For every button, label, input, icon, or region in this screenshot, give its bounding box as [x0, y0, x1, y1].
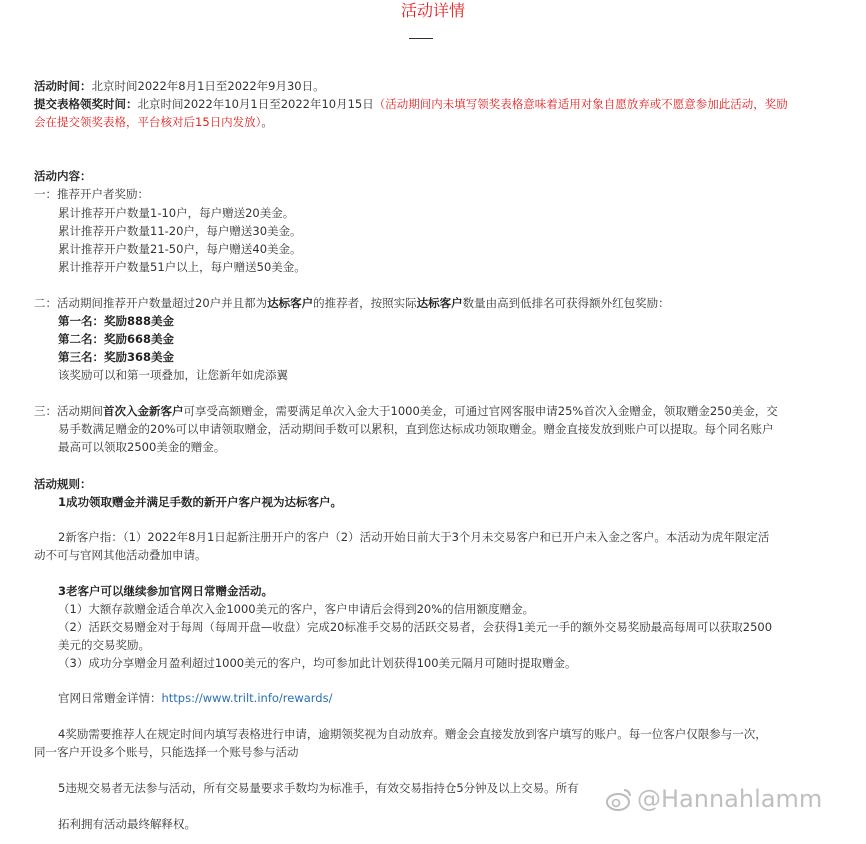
section3-text: 可享受高额赠金，需要满足单次入金大于1000美金，可通过官网客服申请25%首次入金赠金，领取赠金250美金，交	[183, 404, 778, 418]
rank-second: 第二名：奖励668美金	[58, 332, 175, 346]
official-rewards-link[interactable]: https://www.trilt.info/rewards/	[161, 691, 333, 705]
content-heading: 活动内容：	[34, 169, 92, 183]
section2-title	[34, 296, 670, 310]
official-rewards-line	[58, 691, 332, 705]
rule-3-item: （1）大额存款赠金适合单次入金1000美元的客户，客户申请后会得到20%的信用额度赠金。	[58, 602, 535, 616]
section1-title: 一：推荐开户者奖励：	[34, 187, 149, 201]
section3-text: 三：活动期间	[34, 404, 103, 418]
activity-time-label: 活动时间：	[34, 79, 92, 93]
section1-line: 累计推荐开户数量51户以上，每户赠送50美金。	[58, 260, 306, 274]
section1-line: 累计推荐开户数量11-20户，每户赠送30美金。	[58, 224, 302, 238]
section1-line: 累计推荐开户数量21-50户，每户赠送40美金。	[58, 242, 302, 256]
page-title: 活动详情	[400, 1, 465, 20]
final-statement: 拓利拥有活动最终解释权。	[58, 817, 196, 831]
form-time-note: （活动期间内未填写领奖表格意味着适用对象自愿放弃或不愿意参加此活动，奖励	[373, 97, 788, 111]
rule-3-item: （2）活跃交易赠金对于每周（每周开盘—收盘）完成20标准手交易的活跃交易者，会获得1美元一手的额外交易奖励最高每周可以获取2500	[58, 620, 773, 634]
form-time-line-2	[34, 115, 273, 129]
section1-line: 累计推荐开户数量1-10户，每户赠送20美金。	[58, 206, 295, 220]
section3-line-2: 易手数满足赠金的20%可以申请领取赠金，活动期间手数可以累积，直到您达标成功领取赠金。赠金直接发放到账户可以提取。每个同名账户	[58, 422, 774, 436]
section3-bold: 首次入金新客户	[103, 404, 184, 418]
activity-time-line	[34, 79, 325, 93]
rule-3-title: 3老客户可以继续参加官网日常赠金活动。	[58, 584, 273, 598]
weibo-icon	[605, 785, 633, 813]
rule-4-line-1: 4奖励需要推荐人在规定时间内填写表格进行申请，逾期领奖视为自动放弃。赠金会直接发放到客户填写的账户。每一位客户仅限参与一次，	[58, 727, 767, 741]
official-rewards-label: 官网日常赠金详情：	[58, 691, 162, 705]
form-time-note-2: 会在提交领奖表格，平台核对后15日内发放）	[34, 115, 262, 129]
form-time-label: 提交表格领奖时间：	[34, 97, 138, 111]
section2-text: 的推荐者，按照实际	[313, 296, 417, 310]
rule-3-item: （3）成功分享赠金月盈利超过1000美元的客户，均可参加此计划获得100美元隔月可随时提取赠金。	[58, 656, 577, 670]
form-time-line	[34, 97, 788, 111]
rule-1: 1成功领取赠金并满足手数的新开户客户视为达标客户。	[58, 495, 342, 509]
rules-heading: 活动规则：	[34, 477, 92, 491]
section2-text: 数量由高到低排名可获得额外红包奖励：	[462, 296, 670, 310]
form-time-value: 北京时间2022年10月1日至2022年10月15日	[137, 97, 374, 111]
rule-3-item: 美元的交易奖励。	[58, 638, 150, 652]
section2-text: 二：活动期间推荐开户数量超过20户并且都为	[34, 296, 268, 310]
rule-5: 5违规交易者无法参与活动，所有交易量要求手数均为标准手，有效交易指持仓5分钟及以上交易。所有	[58, 781, 579, 795]
section2-bold: 达标客户	[416, 296, 463, 310]
section2-bold: 达标客户	[267, 296, 314, 310]
watermark-text: @Hannahlamm	[637, 785, 823, 813]
title-underline	[409, 38, 433, 39]
rule-4-line-2: 同一客户开设多个账号，只能选择一个账号参与活动	[34, 745, 299, 759]
rule-2-line-1: 2新客户指：（1）2022年8月1日起新注册开户的客户（2）活动开始日前大于3个月未交易客户和已开户未入金之客户。本活动为虎年限定活	[58, 530, 770, 544]
rule-2-line-2: 动不可与官网其他活动叠加申请。	[34, 548, 207, 562]
section2-note: 该奖励可以和第一项叠加，让您新年如虎添翼	[58, 368, 288, 382]
watermark	[605, 781, 860, 817]
section3-line-1	[34, 404, 778, 418]
rank-first: 第一名：奖励888美金	[58, 314, 175, 328]
section3-line-3: 最高可以领取2500美金的赠金。	[58, 440, 226, 454]
rank-third: 第三名：奖励368美金	[58, 350, 175, 364]
activity-time-value: 北京时间2022年8月1日至2022年9月30日。	[91, 79, 325, 93]
form-time-end: 。	[261, 115, 273, 129]
